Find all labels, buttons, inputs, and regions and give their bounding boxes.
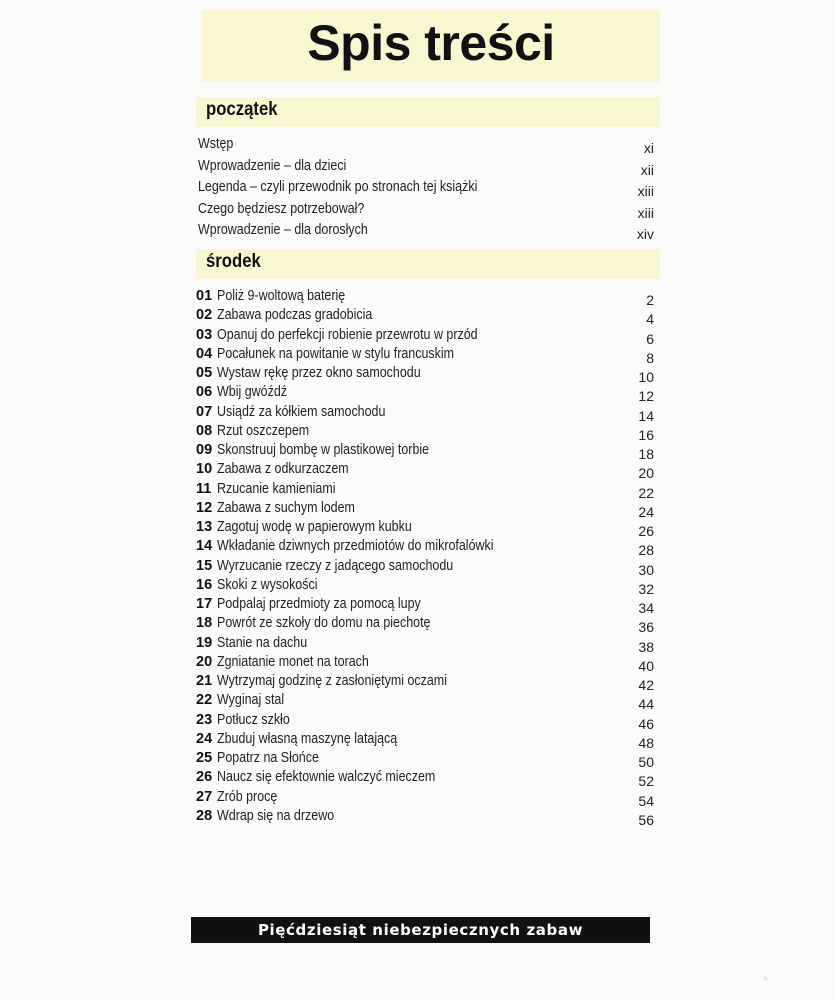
entry-title: Wbij gwóźdź <box>217 384 287 401</box>
section-header-intro <box>196 97 660 127</box>
entry-number: 02 <box>196 307 213 324</box>
toc-entry <box>196 654 654 674</box>
entry-number: 06 <box>196 384 213 401</box>
entry-page: 48 <box>638 734 654 751</box>
entry-page: 28 <box>638 542 654 559</box>
toc-entry <box>196 538 654 558</box>
entry-page: xii <box>640 161 654 178</box>
toc-entry <box>196 750 654 770</box>
toc-entry <box>196 615 654 635</box>
entry-page: 46 <box>638 715 654 732</box>
entry-page: 14 <box>638 407 654 424</box>
toc-entry <box>196 712 654 732</box>
entry-title: Naucz się efektownie walczyć mieczem <box>217 769 436 786</box>
entry-number: 09 <box>196 442 213 458</box>
toc-entry <box>196 201 654 221</box>
toc-entry <box>196 307 654 327</box>
entry-page: xi <box>643 140 654 156</box>
entry-title: Wdrap się na drzewo <box>217 807 335 824</box>
entry-page: 30 <box>638 561 654 578</box>
entry-title: Rzut oszczepem <box>217 422 310 439</box>
toc-entry <box>196 500 654 520</box>
entry-number: 03 <box>196 326 213 343</box>
entry-page: 4 <box>646 311 654 328</box>
entry-title: Powrót ze szkoły do domu na piechotę <box>217 615 431 632</box>
toc-entry <box>196 769 654 789</box>
entry-title: Czego będziesz potrzebował? <box>198 200 365 217</box>
section-header-main <box>196 249 660 279</box>
toc-entry <box>196 288 654 308</box>
toc-entry <box>196 577 654 597</box>
toc-entry <box>196 365 654 385</box>
entry-page: 56 <box>638 811 654 828</box>
entry-page: 8 <box>646 349 654 366</box>
entry-title: Zbuduj własną maszynę latającą <box>217 730 398 747</box>
toc-entry <box>196 346 654 366</box>
entry-title: Zagotuj wodę w papierowym kubku <box>217 519 412 535</box>
entry-page: 34 <box>638 600 654 616</box>
entry-number: 10 <box>196 461 213 478</box>
entry-page: 54 <box>638 792 654 809</box>
entry-page: 44 <box>638 696 654 713</box>
entry-title: Opanuj do perfekcji robienie przewrotu w przód <box>217 326 478 343</box>
toc-entry <box>196 158 654 178</box>
entry-title: Skoki z wysokości <box>217 576 318 593</box>
entry-number: 26 <box>196 769 213 786</box>
toc-entry <box>196 481 654 501</box>
toc-entry <box>196 789 654 809</box>
entry-title: Wyginaj stal <box>217 692 285 709</box>
toc-entry <box>196 461 654 481</box>
entry-page: 20 <box>638 465 654 482</box>
entry-number: 17 <box>196 596 213 612</box>
entry-title: Zabawa z suchym lodem <box>217 499 355 516</box>
entry-number: 08 <box>196 422 213 439</box>
toc-entry <box>196 442 654 462</box>
toc-entry <box>196 635 654 655</box>
corner-mark: ^ <box>763 976 768 987</box>
entry-title: Zabawa z odkurzaczem <box>217 461 349 478</box>
entry-number: 25 <box>196 750 213 766</box>
entry-page: 38 <box>638 638 654 655</box>
toc-entry <box>196 519 654 539</box>
page-title: Spis treści <box>307 15 555 71</box>
entry-number: 21 <box>196 673 213 689</box>
footer-bar <box>191 917 650 943</box>
toc-entry <box>196 808 654 828</box>
entry-number: 04 <box>196 345 213 362</box>
entry-page: xiv <box>636 226 654 242</box>
section-heading-intro: początek <box>206 99 278 120</box>
toc-entry <box>196 558 654 578</box>
toc-entry <box>196 404 654 424</box>
section-heading-main: środek <box>206 251 261 272</box>
entry-title: Zabawa podczas gradobicia <box>217 307 373 324</box>
entry-page: 24 <box>638 503 654 520</box>
entry-number: 18 <box>196 615 213 632</box>
entry-title: Zrób procę <box>217 788 278 805</box>
entry-page: 36 <box>638 619 654 636</box>
entry-number: 01 <box>196 288 213 304</box>
entry-page: 12 <box>638 388 654 405</box>
entry-number: 19 <box>196 634 213 651</box>
entry-page: 18 <box>638 446 654 462</box>
entry-title: Wkładanie dziwnych przedmiotów do mikrofalówki <box>217 538 494 555</box>
toc-entry <box>196 731 654 751</box>
entry-title: Poliż 9-woltową baterię <box>217 288 346 304</box>
entry-number: 16 <box>196 576 213 593</box>
entry-page: 6 <box>646 330 654 347</box>
entry-number: 23 <box>196 711 213 728</box>
footer-title: Pięćdziesiąt niebezpiecznych zabaw <box>257 921 584 939</box>
entry-page: 42 <box>638 677 654 693</box>
entry-page: 16 <box>638 426 654 443</box>
entry-title: Wystaw rękę przez okno samochodu <box>217 365 421 381</box>
entry-title: Rzucanie kamieniami <box>217 480 336 497</box>
entry-title: Usiądź za kółkiem samochodu <box>217 403 386 420</box>
entry-number: 13 <box>196 519 213 535</box>
entry-title: Wstęp <box>198 136 234 152</box>
toc-entry <box>196 327 654 347</box>
toc-entry <box>196 222 654 242</box>
toc-entry <box>196 384 654 404</box>
entry-title: Wprowadzenie – dla dorosłych <box>198 222 368 238</box>
entry-number: 11 <box>196 480 212 497</box>
entry-title: Popatrz na Słońce <box>217 750 319 766</box>
entry-number: 05 <box>196 365 213 381</box>
entry-page: 26 <box>638 523 654 539</box>
toc-entry <box>196 596 654 616</box>
entry-title: Wytrzymaj godzinę z zasłoniętymi oczami <box>217 673 447 689</box>
toc-entry <box>196 692 654 712</box>
toc-entry <box>196 136 654 156</box>
title-banner <box>202 10 660 82</box>
entry-number: 14 <box>196 538 213 555</box>
entry-title: Wprowadzenie – dla dzieci <box>198 157 347 174</box>
entry-number: 20 <box>196 653 213 670</box>
entry-title: Pocałunek na powitanie w stylu francuskim <box>217 345 455 362</box>
entry-page: xiii <box>637 183 654 199</box>
entry-title: Wyrzucanie rzeczy z jadącego samochodu <box>217 557 454 574</box>
entry-number: 12 <box>196 499 213 516</box>
entry-page: 2 <box>646 292 654 308</box>
entry-number: 22 <box>196 692 213 709</box>
entry-page: 40 <box>638 657 654 674</box>
entry-page: 52 <box>638 773 654 790</box>
entry-title: Legenda – czyli przewodnik po stronach tej książki <box>198 179 478 195</box>
entry-page: 32 <box>638 580 654 597</box>
entry-title: Podpalaj przedmioty za pomocą lupy <box>217 596 421 612</box>
entry-number: 15 <box>196 557 213 574</box>
entry-page: 50 <box>638 754 654 770</box>
toc-entry <box>196 423 654 443</box>
entry-page: 22 <box>638 484 654 501</box>
entry-number: 28 <box>196 807 213 824</box>
entry-number: 24 <box>196 730 213 747</box>
entry-page: xiii <box>637 204 654 221</box>
entry-title: Potłucz szkło <box>217 711 290 728</box>
toc-entry <box>196 179 654 199</box>
entry-title: Stanie na dachu <box>217 634 308 651</box>
entry-page: 10 <box>638 369 654 385</box>
entry-title: Zgniatanie monet na torach <box>217 653 369 670</box>
entry-title: Skonstruuj bombę w plastikowej torbie <box>217 442 430 458</box>
entry-number: 07 <box>196 403 213 420</box>
toc-entry <box>196 673 654 693</box>
entry-number: 27 <box>196 788 213 805</box>
